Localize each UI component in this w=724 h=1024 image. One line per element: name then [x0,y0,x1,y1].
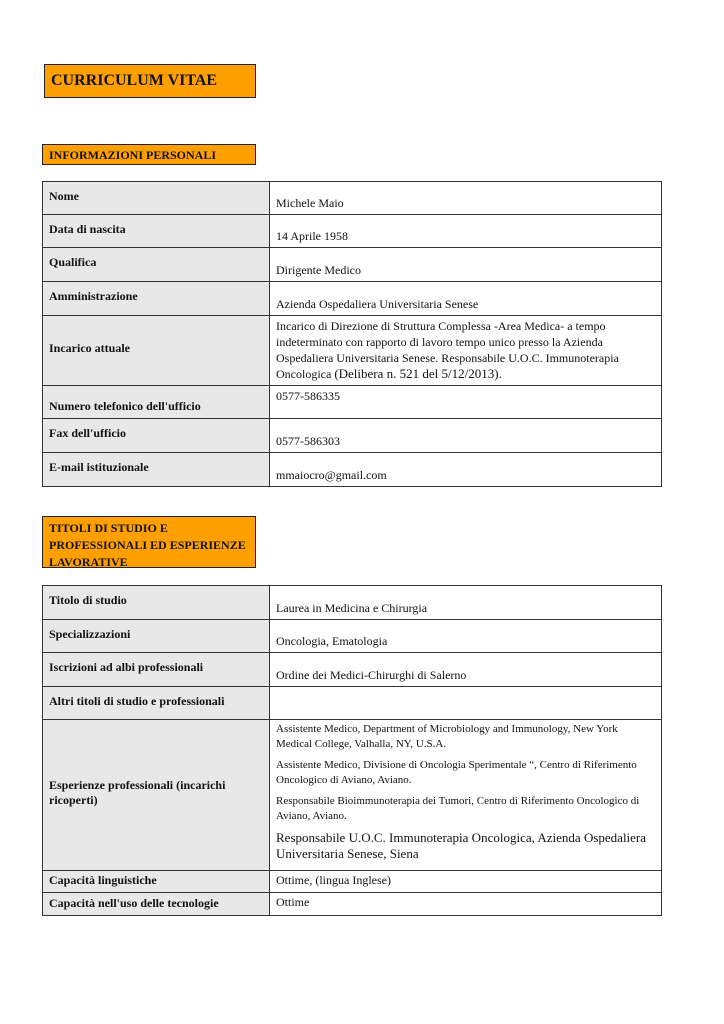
table-row [43,720,662,871]
label-titolo-studio: Titolo di studio [43,586,270,620]
label-tecnologie: Capacità nell'uso delle tecnologie [43,893,270,916]
value-email: mmaiocro@gmail.com [270,453,662,487]
table-row [43,871,662,893]
table-row [43,316,662,386]
label-specializzazioni: Specializzazioni [43,620,270,653]
value-fax: 0577-586303 [270,419,662,453]
table-row [43,586,662,620]
table-row [43,248,662,282]
value-nome: Michele Maio [270,182,662,215]
table-row [43,893,662,916]
value-incarico-attuale [270,316,662,386]
value-lingue: Ottime, (lingua Inglese) [270,871,662,893]
label-iscrizioni: Iscrizioni ad albi professionali [43,653,270,687]
table-row [43,215,662,248]
experience-item: Responsabile Bioimmunoterapia dei Tumori, Centro di Riferimento Oncologico di Aviano, Aviano. [276,795,640,822]
value-qualifica: Dirigente Medico [270,248,662,282]
label-lingue: Capacità linguistiche [43,871,270,893]
table-row [43,653,662,687]
label-incarico-attuale: Incarico attuale [43,316,270,386]
value-telefono: 0577-586335 [270,386,662,419]
table-row [43,182,662,215]
value-amministrazione: Azienda Ospedaliera Universitaria Senese [270,282,662,316]
value-altri-titoli [270,687,662,720]
table-row [43,386,662,419]
label-data-nascita: Data di nascita [43,215,270,248]
incarico-delibera: (Delibera n. 521 del 5/12/2013). [334,366,502,381]
label-email: E-mail istituzionale [43,453,270,487]
value-data-nascita: 14 Aprile 1958 [270,215,662,248]
label-nome: Nome [43,182,270,215]
incarico-text: Incarico di Direzione di Struttura Complessa -Area Medica- a tempo indeterminato con rapporto di lavoro tempo unico presso la Azienda Ospedaliera Universitaria Senese. Responsabile U.O.C. Immunoterapia Oncologica [276,319,619,381]
table-row [43,282,662,316]
value-specializzazioni: Oncologia, Ematologia [270,620,662,653]
table-row [43,419,662,453]
table-row [43,620,662,653]
section-heading-studies: TITOLI DI STUDIO E PROFESSIONALI ED ESPERIENZE LAVORATIVE [42,516,256,568]
label-qualifica: Qualifica [43,248,270,282]
studies-table [42,585,662,916]
experience-item: Assistente Medico, Divisione di Oncologia Sperimentale “, Centro di Riferimento Oncologico di Aviano, Aviano. [276,759,637,786]
value-tecnologie: Ottime [270,893,662,916]
label-esperienze: Esperienze professionali (incarichi ricoperti) [43,720,270,871]
document-title: CURRICULUM VITAE [44,64,256,98]
personal-info-table [42,181,662,487]
label-altri-titoli: Altri titoli di studio e professionali [43,687,270,720]
value-iscrizioni: Ordine dei Medici-Chirurghi di Salerno [270,653,662,687]
table-row [43,687,662,720]
label-telefono: Numero telefonico dell'ufficio [43,386,270,419]
table-row [43,453,662,487]
experience-item: Responsabile U.O.C. Immunoterapia Oncologica, Azienda Ospedaliera Universitaria Senese, Siena [276,830,647,861]
label-amministrazione: Amministrazione [43,282,270,316]
value-esperienze [270,720,662,871]
value-titolo-studio: Laurea in Medicina e Chirurgia [270,586,662,620]
experience-item: Assistente Medico, Department of Microbiology and Immunology, New York Medical College, Valhalla, NY, U.S.A. [276,723,618,750]
section-heading-personal: INFORMAZIONI PERSONALI [42,144,256,165]
label-fax: Fax dell'ufficio [43,419,270,453]
